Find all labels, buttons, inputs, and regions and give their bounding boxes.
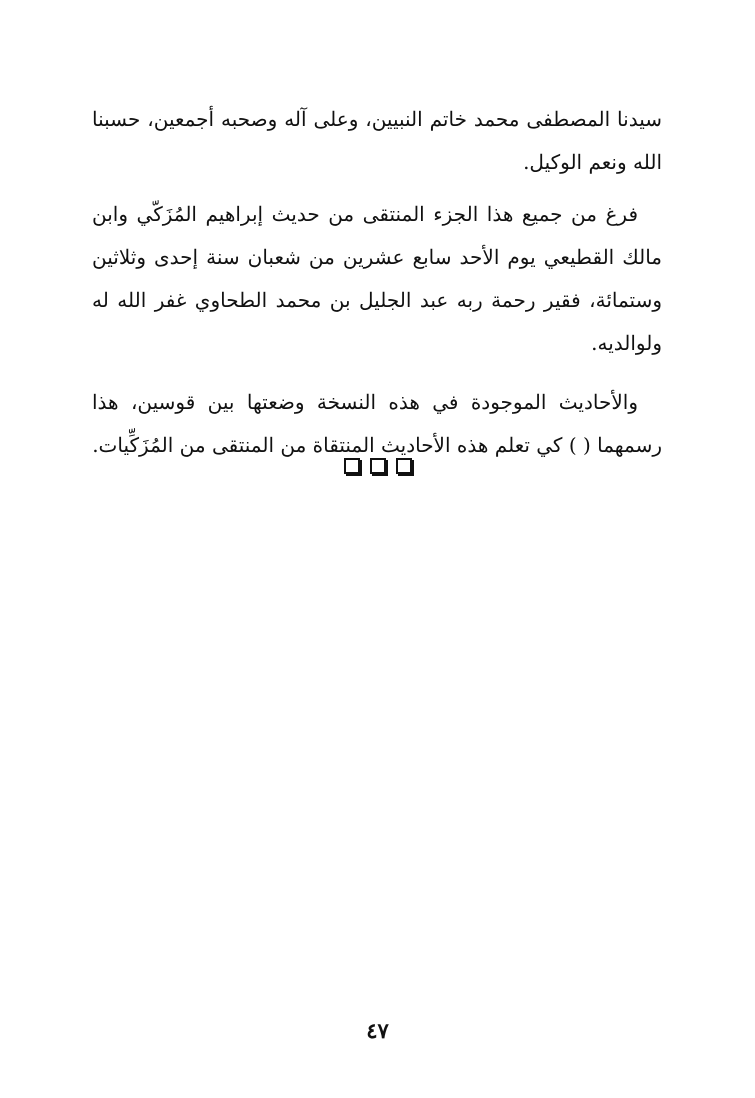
paragraph-colophon: فرغ من جميع هذا الجزء المنتقى من حديث إبراهيم المُزَكّي وابن مالك القطيعي يوم الأحد سابع عشرين من شعبان سنة إحدى وثلاثين وستمائة، فقير رحمة ربه عبد الجليل بن محمد الطحاوي غفر الله له ولوالديه. (92, 202, 662, 355)
paragraph-editor-note: والأحاديث الموجودة في هذه النسخة وضعتها بين قوسين، هذا رسمهما ( ) كي تعلم هذه الأحاديث المنتقاة من المنتقى من المُزَكِّيات. (92, 390, 662, 457)
square-ornament-icon (396, 458, 412, 474)
square-ornament-icon (344, 458, 360, 474)
page-body-text (92, 98, 662, 467)
square-ornament-icon (370, 458, 386, 474)
page-number: ٤٧ (366, 1018, 389, 1043)
section-divider (0, 458, 755, 474)
paragraph-closing-prayer: سيدنا المصطفى محمد خاتم النبيين، وعلى آله وصحبه أجمعين، حسبنا الله ونعم الوكيل. (92, 107, 662, 174)
